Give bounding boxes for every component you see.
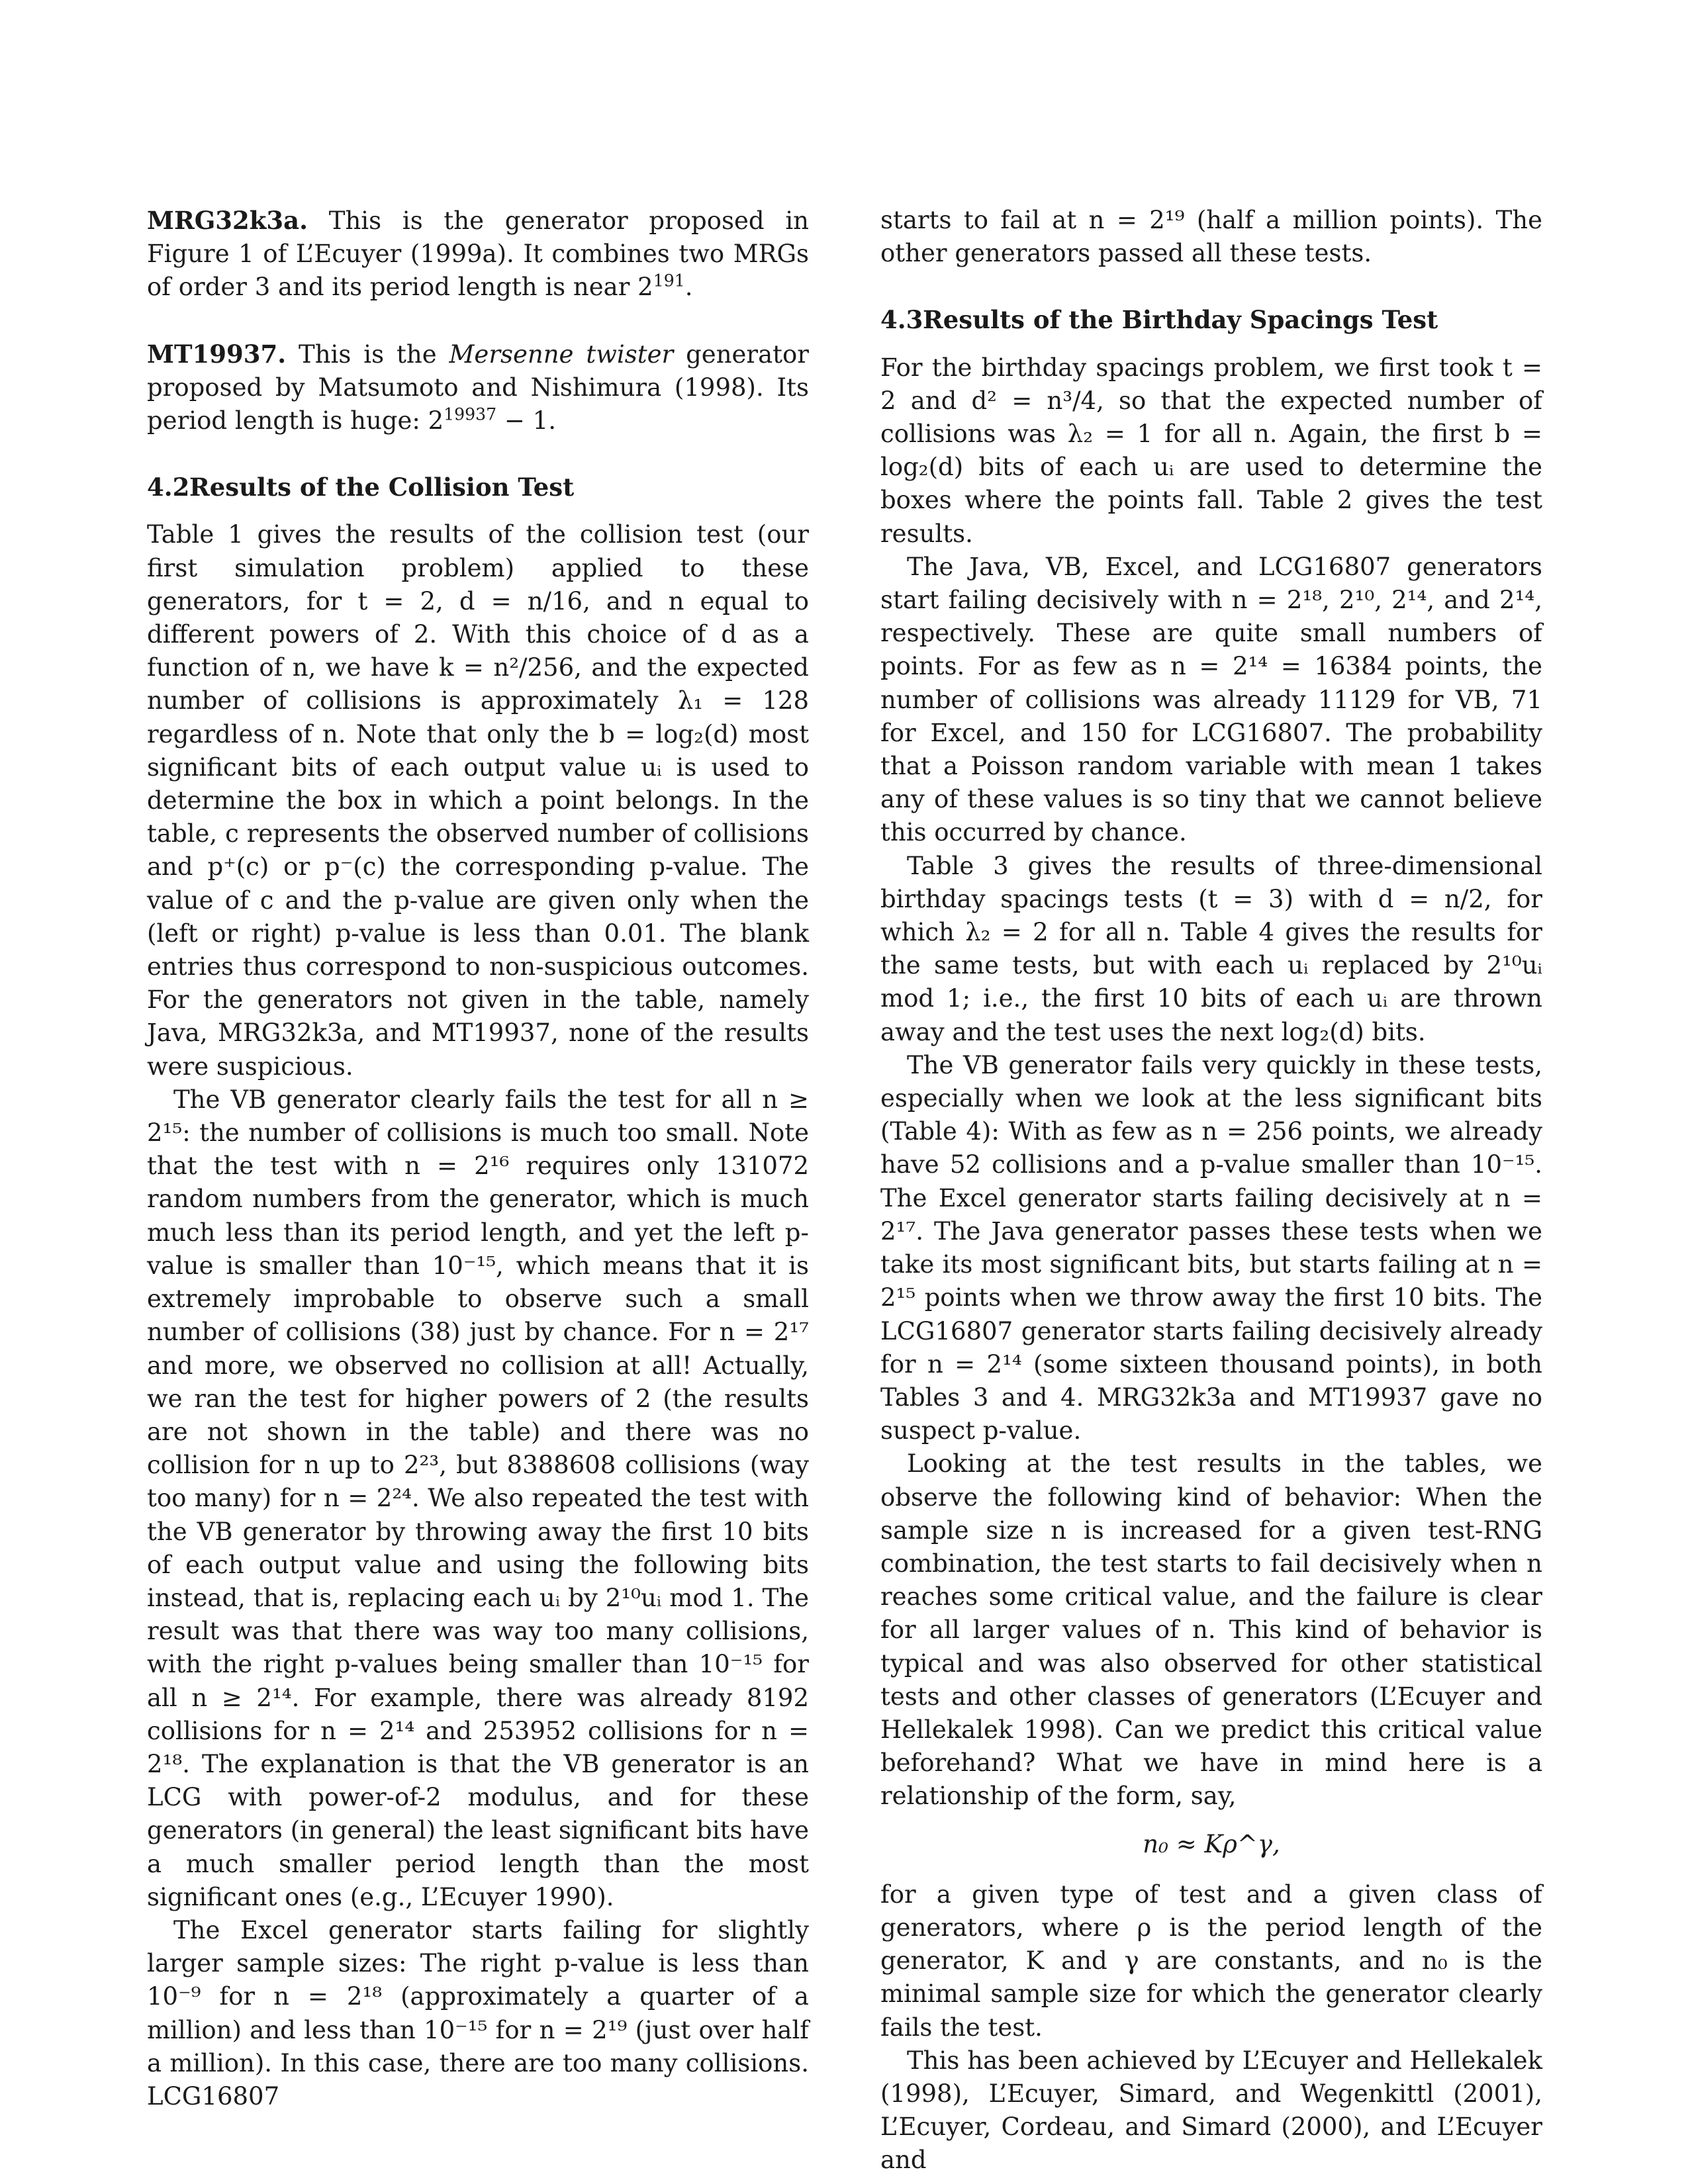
- birthday-paragraph-2: The Java, VB, Excel, and LCG16807 generators start failing decisively with n = 2¹⁸, 2¹⁰, 2¹⁴, and 2¹⁴, respectively. These are quite small numbers of points. For as few as n = 2¹⁴ = 16384 points, the number of collisions was already 11129 for VB, 71 for Excel, and 150 for LCG16807. The probability that a Poisson random variable with mean 1 takes any of these values is so tiny that we cannot believe this occurred by chance.: [880, 552, 1542, 847]
- mt19937-name: MT19937.: [147, 339, 287, 369]
- equation-n0: n₀ ≈ Kρ^γ,: [1143, 1829, 1280, 1858]
- birthday-paragraph-3: Table 3 gives the results of three-dimensional birthday spacings tests (t = 3) with d = n/2, for which λ₂ = 2 for all n. Table 4 gives the results for the same tests, but with each uᵢ replaced by 2¹⁰uᵢ mod 1; i.e., the first 10 bits of each uᵢ are thrown away and the test uses the next log₂(d) bits.: [880, 851, 1542, 1046]
- continued-paragraph: starts to fail at n = 2¹⁹ (half a million points). The other generators passed all these tests.: [880, 206, 1542, 268]
- mt19937-entry: MT19937. This is the Mersenne twister generator proposed by Matsumoto and Nishimura (1998). Its period length is huge: $2^{19937} - 1$.: [147, 339, 809, 435]
- mrg32k3a-exp: 191: [653, 271, 685, 291]
- birthday-paragraph-5: Looking at the test results in the tables, we observe the following kind of behavior: When the sample size n is increased for a given test-RNG combination, the test starts to fail decisively when n reaches some critical value, and the failure is clear for all larger values of n. This kind of behavior is typical and was also observed for other statistical tests and other classes of generators (L’Ecuyer and Hellekalek 1998). Can we predict this critical value beforehand? What we have in mind here is a relationship of the form, say,: [880, 1449, 1542, 1811]
- mrg32k3a-name: MRG32k3a.: [147, 206, 308, 235]
- birthday-paragraph-4: The VB generator fails very quickly in these tests, especially when we look at the less significant bits (Table 4): With as few as n = 256 points, we already have 52 collisions and a p-value smaller than 10⁻¹⁵. The Excel generator starts failing decisively at n = 2¹⁷. The Java generator passes these tests when we take its most significant bits, but starts failing at n = 2¹⁵ points when we throw away the first 10 bits. The LCG16807 generator starts failing decisively already for n = 2¹⁴ (some sixteen thousand points), in both Tables 3 and 4. MRG32k3a and MT19937 gave no suspect p-value.: [880, 1050, 1542, 1445]
- mrg32k3a-entry: MRG32k3a. This is the generator proposed in Figure 1 of L’Ecuyer (1999a). It combines two MRGs of order 3 and its period length is near $2^{191}$.: [147, 206, 809, 302]
- collision-paragraph-3: The Excel generator starts failing for slightly larger sample sizes: The right p-value is less than 10⁻⁹ for n = 2¹⁸ (approximately a quarter of a million) and less than 10⁻¹⁵ for n = 2¹⁹ (just over half a million). In this case, there are too many collisions. LCG16807: [147, 1915, 809, 2111]
- mrg32k3a-text: This is the generator proposed in Figure 1 of L’Ecuyer (1999a). It combines two MRGs of order 3 and its period length is near 2: [147, 206, 809, 302]
- collision-paragraph-2: The VB generator clearly fails the test for all n ≥ 2¹⁵: the number of collisions is much too small. Note that the test with n = 2¹⁶ requires only 131072 random numbers from the generator, which is much much less than its period length, and yet the left p-value is smaller than 10⁻¹⁵, which means that it is extremely improbable to observe such a small number of collisions (38) just by chance. For n = 2¹⁷ and more, we observed no collision at all! Actually, we ran the test for higher powers of 2 (the results are not shown in the table) and there was no collision for n up to 2²³, but 8388608 collisions (way too many) for n = 2²⁴. We also repeated the test with the VB generator by throwing away the first 10 bits of each output value and using the following bits instead, that is, replacing each uᵢ by 2¹⁰uᵢ mod 1. The result was that there was way too many collisions, with the right p-values being smaller than 10⁻¹⁵ for all n ≥ 2¹⁴. For example, there was already 8192 collisions for n = 2¹⁴ and 253952 collisions for n = 2¹⁸. The explanation is that the VB generator is an LCG with power-of-2 modulus, and for these generators (in general) the least significant bits have a much smaller period length than the most significant ones (e.g., L’Ecuyer 1990).: [147, 1085, 809, 1911]
- mersenne-twister-emph: Mersenne twister: [449, 340, 674, 369]
- right-column: [880, 204, 1542, 2177]
- birthday-paragraph-6: for a given type of test and a given class of generators, where ρ is the period length of the generator, K and γ are constants, and n₀ is the minimal sample size for which the generator clearly fails the test.: [880, 1880, 1542, 2042]
- left-column: [147, 204, 809, 2113]
- section-heading-4-2: 4.2Results of the Collision Test: [147, 473, 575, 502]
- section-heading-4-3: 4.3Results of the Birthday Spacings Test: [880, 305, 1438, 335]
- birthday-paragraph-7: This has been achieved by L’Ecuyer and Hellekalek (1998), L’Ecuyer, Simard, and Wegenkittl (2001), L’Ecuyer, Cordeau, and Simard (2000), and L’Ecuyer and: [880, 2046, 1542, 2175]
- birthday-paragraph-1: For the birthday spacings problem, we first took t = 2 and d² = n³/4, so that the expected number of collisions was λ₂ = 1 for all n. Again, the first b = log₂(d) bits of each uᵢ are used to determine the boxes where the points fall. Table 2 gives the test results.: [880, 353, 1542, 548]
- collision-paragraph-1: Table 1 gives the results of the collision test (our first simulation problem) applied to these generators, for t = 2, d = n/16, and n equal to different powers of 2. With this choice of d as a function of n, we have k = n²/256, and the expected number of collisions is approximately λ₁ = 128 regardless of n. Note that only the b = log₂(d) most significant bits of each output value uᵢ is used to determine the box in which a point belongs. In the table, c represents the observed number of collisions and p⁺(c) or p⁻(c) the corresponding p-value. The value of c and the p-value are given only when the (left or right) p-value is less than 0.01. The blank entries thus correspond to non-suspicious outcomes. For the generators not given in the table, namely Java, MRG32k3a, and MT19937, none of the results were suspicious.: [147, 520, 809, 1081]
